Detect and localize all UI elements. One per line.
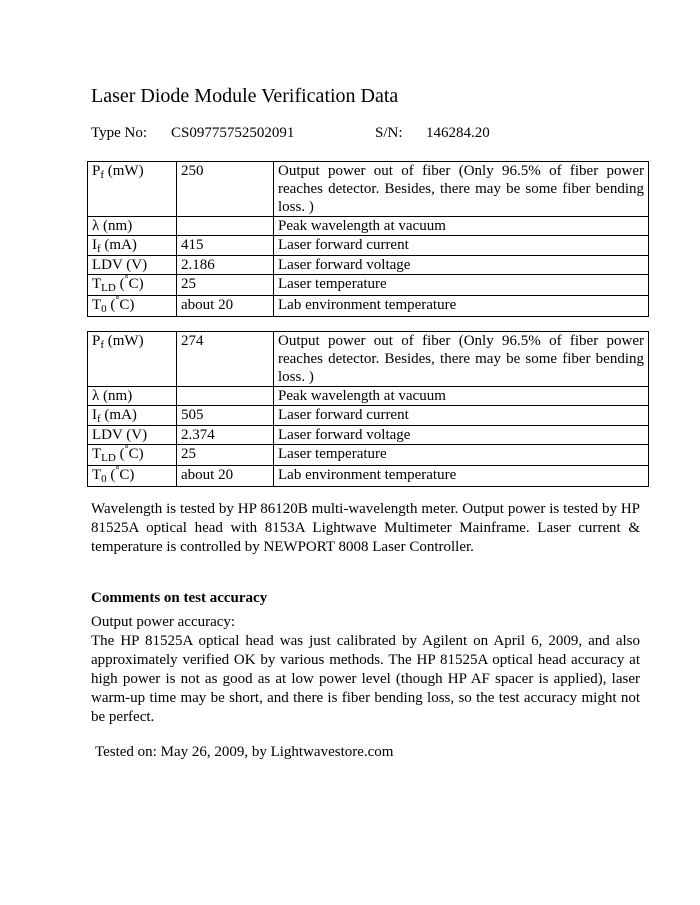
parameter-symbol [88, 387, 177, 406]
symbol-text: P [92, 333, 101, 349]
serial-number-value: 146284.20 [426, 125, 490, 141]
symbol-text: LDV (V) [92, 257, 148, 273]
table-row [88, 256, 649, 275]
table-row [88, 236, 649, 256]
symbol-subscript: f [97, 413, 101, 425]
symbol-text: I [92, 237, 97, 253]
spec-table-1 [87, 161, 649, 317]
comments-heading: Comments on test accuracy [91, 590, 268, 606]
comments-text: The HP 81525A optical head was just calibrated by Agilent on April 6, 2009, and also approximately verified OK by various methods. The HP 81525A optical head accuracy at high power is not as good as at low power level (though HP AF spacer is applied), laser warm-up time may be short, and there is fiber bending loss, so the test accuracy might not be perfect. [91, 633, 640, 725]
table-row [88, 332, 649, 387]
serial-number-label: S/N: [375, 125, 403, 141]
symbol-subscript: f [97, 243, 101, 255]
symbol-subscript: 0 [101, 473, 107, 485]
symbol-unit: C) [119, 467, 135, 483]
type-number-value: CS09775752502091 [171, 125, 295, 141]
table-row [88, 296, 649, 317]
symbol-unit: (mA) [100, 237, 137, 253]
symbol-unit: C) [128, 446, 144, 462]
symbol-text: λ [92, 218, 100, 234]
symbol-unit: C) [128, 276, 144, 292]
parameter-value: 25 [177, 275, 274, 296]
parameter-description: Output power out of fiber (Only 96.5% of fiber power reaches detector. Besides, there may be some fiber bending loss. ) [274, 162, 649, 217]
symbol-unit: (mA) [100, 407, 137, 423]
parameter-value [177, 217, 274, 236]
parameter-value: about 20 [177, 466, 274, 487]
tested-on-line: Tested on: May 26, 2009, by Lightwavestore.com [95, 744, 394, 760]
symbol-unit: C) [119, 297, 135, 313]
parameter-description: Laser forward voltage [274, 426, 649, 445]
type-number-label: Type No: [91, 125, 148, 141]
parameter-symbol: $T_0$ (°C) [88, 296, 177, 317]
test-equipment-note: Wavelength is tested by HP 86120B multi-wavelength meter. Output power is tested by HP 81525A optical head with 8153A Lightwave Multimeter Mainframe. Laser current & temperature is controlled by NEWPORT 8008 Laser Controller. [91, 501, 640, 555]
symbol-unit: (mW) [104, 333, 144, 349]
parameter-description: Laser temperature [274, 445, 649, 466]
symbol-subscript: 0 [101, 303, 107, 315]
symbol-text: LDV (V) [92, 427, 148, 443]
parameter-value: 250 [177, 162, 274, 217]
symbol-subscript: f [100, 339, 105, 351]
parameter-value: 25 [177, 445, 274, 466]
parameter-symbol [88, 426, 177, 445]
comments-body [91, 613, 640, 727]
parameter-description: Peak wavelength at vacuum [274, 217, 649, 236]
parameter-description: Laser temperature [274, 275, 649, 296]
symbol-unit: (mW) [104, 163, 144, 179]
table-row [88, 162, 649, 217]
parameter-value: 505 [177, 406, 274, 426]
symbol-unit: (nm) [99, 218, 133, 234]
parameter-symbol [88, 236, 177, 256]
parameter-value: 415 [177, 236, 274, 256]
table-row [88, 426, 649, 445]
parameter-description: Laser forward voltage [274, 256, 649, 275]
parameter-value: 2.374 [177, 426, 274, 445]
symbol-text: λ [92, 388, 100, 404]
table-row [88, 406, 649, 426]
page-title: Laser Diode Module Verification Data [91, 85, 399, 107]
symbol-superscript: ° [124, 274, 129, 285]
parameter-description: Peak wavelength at vacuum [274, 387, 649, 406]
symbol-text: T [92, 276, 102, 292]
parameter-symbol: $T_0$ (°C) [88, 466, 177, 487]
parameter-symbol: $T_{LD}$ (°C) [88, 445, 177, 466]
table-row [88, 445, 649, 466]
parameter-value [177, 387, 274, 406]
parameter-value: 2.186 [177, 256, 274, 275]
parameter-symbol [88, 217, 177, 236]
symbol-unit: (nm) [99, 388, 133, 404]
parameter-description: Output power out of fiber (Only 96.5% of fiber power reaches detector. Besides, there may be some fiber bending loss. ) [274, 332, 649, 387]
parameter-symbol [88, 332, 177, 387]
symbol-subscript: LD [101, 452, 116, 464]
parameter-description: Laser forward current [274, 406, 649, 426]
symbol-text: T [92, 446, 102, 462]
symbol-text: T [92, 297, 102, 313]
symbol-text: P [92, 163, 101, 179]
symbol-superscript: ° [115, 465, 120, 476]
table-row [88, 217, 649, 236]
symbol-text: I [92, 407, 97, 423]
parameter-value: 274 [177, 332, 274, 387]
table-row [88, 387, 649, 406]
parameter-symbol [88, 162, 177, 217]
symbol-subscript: LD [101, 282, 116, 294]
parameter-symbol [88, 256, 177, 275]
table-row [88, 275, 649, 296]
symbol-subscript: f [100, 169, 105, 181]
symbol-superscript: ° [115, 295, 120, 306]
spec-table-2 [87, 331, 649, 487]
parameter-symbol: $T_{LD}$ (°C) [88, 275, 177, 296]
comments-subheading: Output power accuracy: [91, 614, 236, 630]
parameter-description: Lab environment temperature [274, 296, 649, 317]
parameter-description: Lab environment temperature [274, 466, 649, 487]
parameter-symbol [88, 406, 177, 426]
symbol-superscript: ° [124, 444, 129, 455]
parameter-description: Laser forward current [274, 236, 649, 256]
parameter-value: about 20 [177, 296, 274, 317]
table-row [88, 466, 649, 487]
symbol-text: T [92, 467, 102, 483]
